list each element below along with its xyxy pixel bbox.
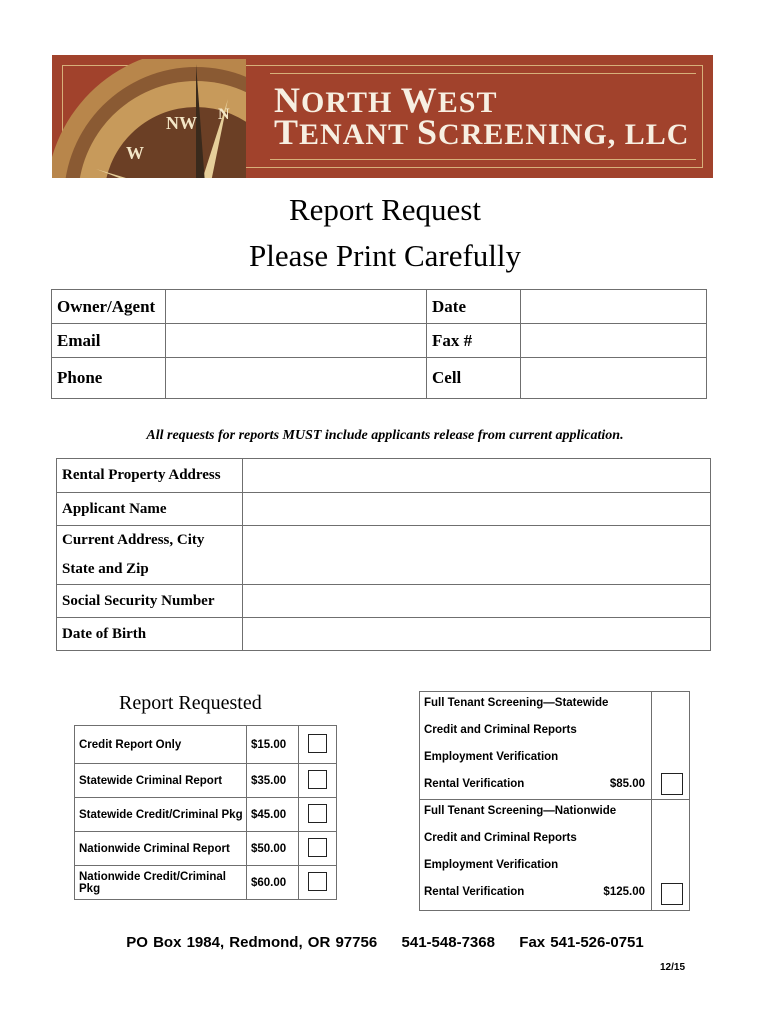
applicant-name-label: Applicant Name	[57, 493, 243, 526]
logo-word: ORTH	[301, 86, 401, 119]
current-address-label-line1: Current Address, City	[62, 532, 205, 548]
report-option-price: $50.00	[247, 832, 299, 866]
logo-text-line2	[274, 111, 689, 153]
report-option-checkbox-cell	[299, 764, 337, 798]
dob-label: Date of Birth	[57, 618, 243, 651]
screening-line: Credit and Criminal Reports	[424, 832, 577, 844]
compass-letter: NW	[166, 113, 197, 133]
report-option-checkbox-cell	[299, 832, 337, 866]
report-requested-heading: Report Requested	[119, 692, 262, 714]
applicant-table	[56, 458, 711, 651]
footer-address: PO Box 1984, Redmond, OR 97756	[126, 934, 378, 951]
revision-date: 12/15	[660, 962, 686, 973]
report-option-price: $15.00	[247, 726, 299, 764]
statewide-screening-checkbox[interactable]	[661, 773, 683, 795]
statewide-screening-check-cell	[651, 691, 690, 800]
screening-line: Rental Verification	[424, 778, 525, 790]
fax-label: Fax #	[427, 324, 521, 358]
report-option-price: $60.00	[247, 866, 299, 900]
logo-word: EST	[437, 86, 498, 119]
email-field[interactable]	[166, 324, 427, 358]
phone-field[interactable]	[166, 358, 427, 399]
current-address-label	[57, 526, 243, 585]
report-option-checkbox-cell	[299, 798, 337, 832]
fax-field[interactable]	[521, 324, 707, 358]
cell-field[interactable]	[521, 358, 707, 399]
cell-label: Cell	[427, 358, 521, 399]
date-label: Date	[427, 290, 521, 324]
page-title: Report Request	[289, 192, 481, 227]
report-options-table	[74, 725, 337, 900]
footer-phone: 541-548-7368	[401, 934, 495, 951]
logo-initial: S	[417, 112, 439, 152]
compass-letter: W	[126, 143, 144, 163]
release-notice: All requests for reports MUST include applicants release from current application.	[146, 428, 624, 443]
current-address-field[interactable]	[243, 526, 711, 585]
screening-line: Employment Verification	[424, 859, 559, 871]
nationwide-credit-criminal-checkbox[interactable]	[308, 872, 327, 891]
report-option-price: $45.00	[247, 798, 299, 832]
statewide-criminal-checkbox[interactable]	[308, 770, 327, 789]
compass-letter: N	[218, 106, 230, 123]
screening-line: Full Tenant Screening—Statewide	[424, 697, 609, 709]
screening-line: Employment Verification	[424, 751, 559, 763]
screening-price: $85.00	[609, 778, 645, 790]
screening-line: Rental Verification	[424, 886, 525, 898]
statewide-screening-box	[419, 691, 652, 800]
logo-initial: T	[274, 112, 300, 152]
rental-address-field[interactable]	[243, 459, 711, 493]
screening-line: Full Tenant Screening—Nationwide	[424, 805, 617, 817]
nationwide-criminal-checkbox[interactable]	[308, 838, 327, 857]
owner-agent-field[interactable]	[166, 290, 427, 324]
rental-address-label: Rental Property Address	[57, 459, 243, 493]
screening-packages	[419, 691, 690, 911]
page-subtitle: Please Print Carefully	[248, 238, 522, 273]
ssn-field[interactable]	[243, 585, 711, 618]
contact-table	[51, 289, 707, 399]
dob-field[interactable]	[243, 618, 711, 651]
nationwide-screening-checkbox[interactable]	[661, 883, 683, 905]
logo-initial: W	[400, 80, 438, 120]
report-option-checkbox-cell	[299, 866, 337, 900]
screening-price: $125.00	[603, 886, 645, 898]
company-logo	[52, 55, 713, 178]
nationwide-screening-box	[419, 799, 652, 911]
report-option-name: Nationwide Criminal Report	[75, 832, 247, 866]
current-address-label-line2: State and Zip	[62, 561, 149, 577]
credit-report-checkbox[interactable]	[308, 734, 327, 753]
report-option-checkbox-cell	[299, 726, 337, 764]
phone-label: Phone	[52, 358, 166, 399]
logo-rule-top	[270, 73, 696, 74]
footer-contact	[0, 934, 770, 951]
report-option-price: $35.00	[247, 764, 299, 798]
nationwide-screening-check-cell	[651, 799, 690, 911]
screening-line: Credit and Criminal Reports	[424, 724, 577, 736]
report-option-name: Credit Report Only	[75, 726, 247, 764]
owner-agent-label: Owner/Agent	[52, 290, 166, 324]
report-option-name: Nationwide Credit/Criminal Pkg	[75, 866, 247, 900]
ssn-label: Social Security Number	[57, 585, 243, 618]
applicant-name-field[interactable]	[243, 493, 711, 526]
report-option-name: Statewide Credit/Criminal Pkg	[75, 798, 247, 832]
email-label: Email	[52, 324, 166, 358]
logo-word: CREENING, LLC	[438, 118, 690, 151]
logo-word: ENANT	[299, 118, 417, 151]
date-field[interactable]	[521, 290, 707, 324]
statewide-credit-criminal-checkbox[interactable]	[308, 804, 327, 823]
compass-icon	[52, 59, 246, 178]
report-option-name: Statewide Criminal Report	[75, 764, 247, 798]
logo-initial: N	[274, 80, 301, 120]
logo-rule-bottom	[270, 159, 696, 160]
footer-fax: Fax 541-526-0751	[519, 934, 644, 951]
